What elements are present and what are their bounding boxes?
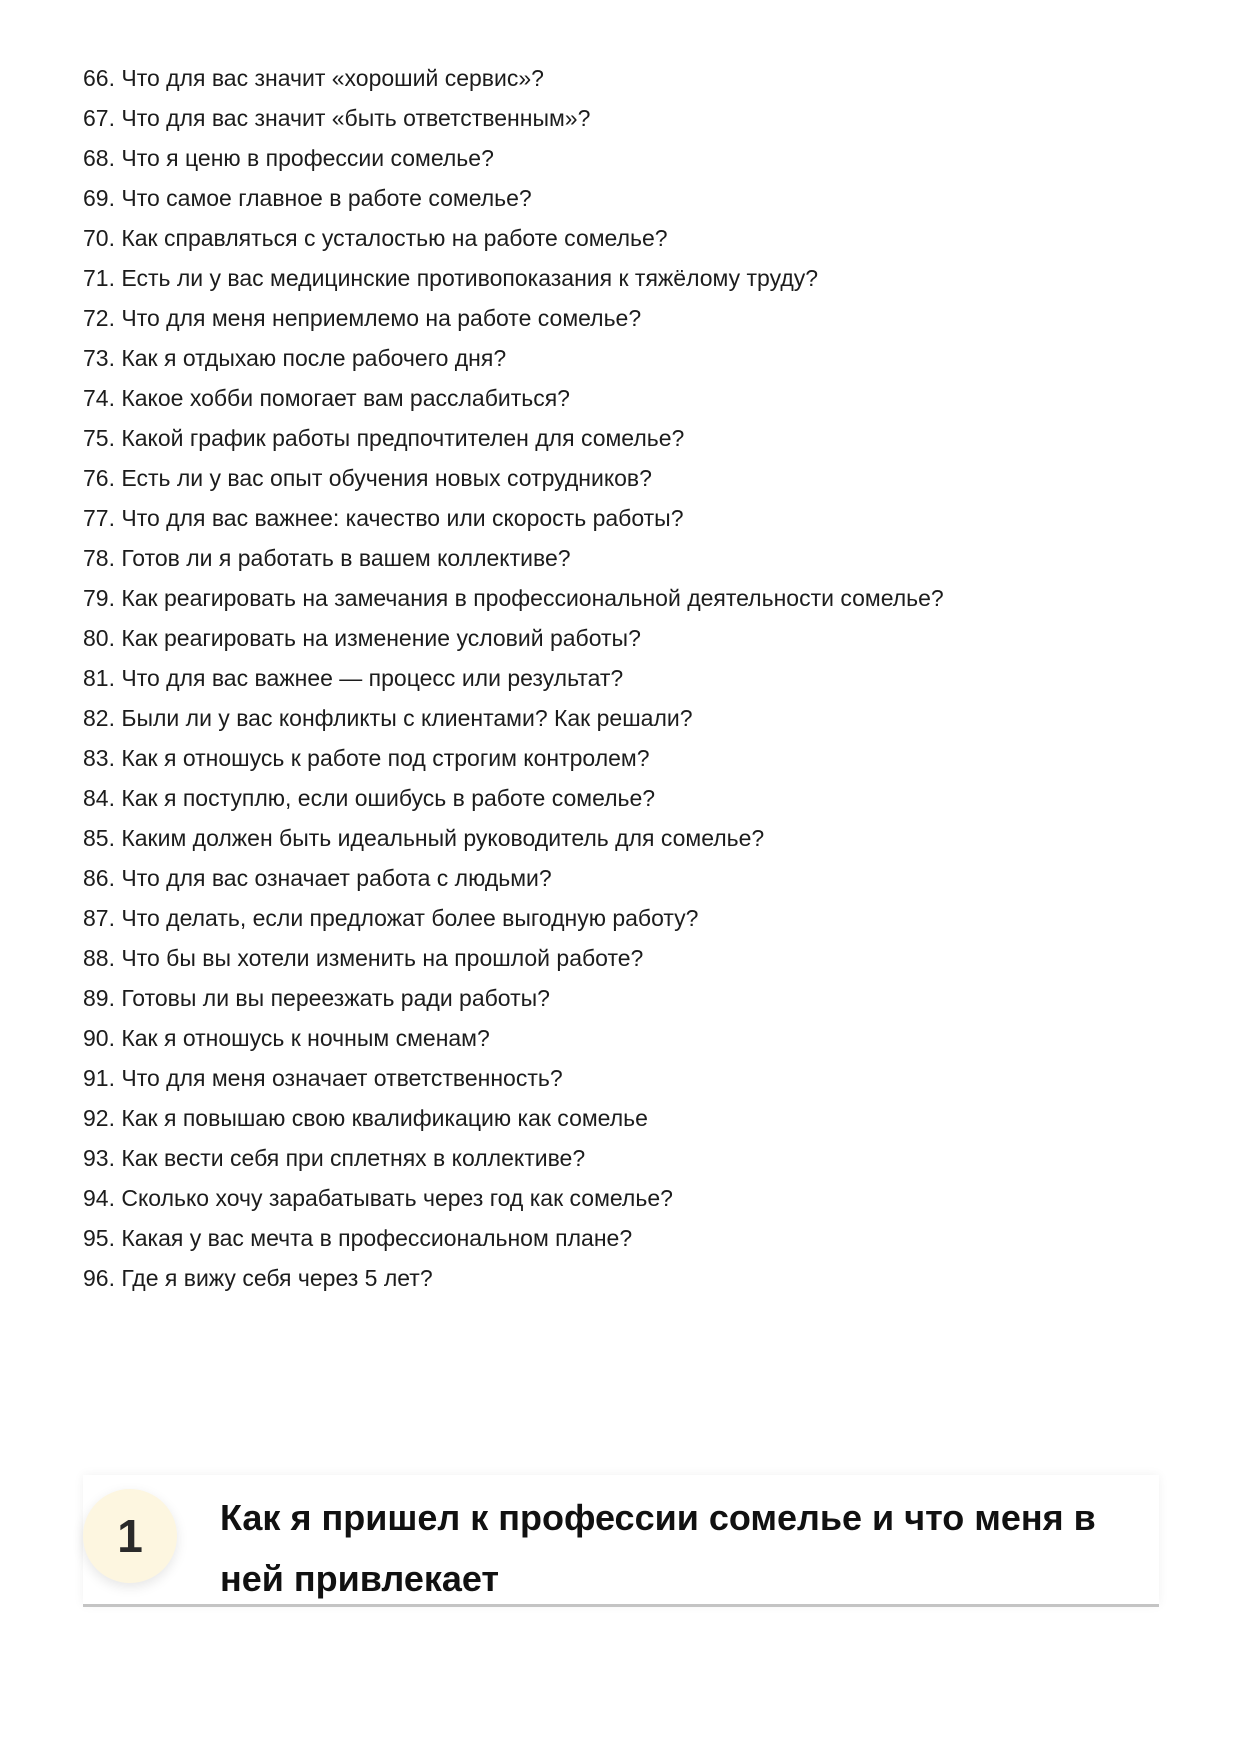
question-item: 75. Какой график работы предпочтителен для сомелье? xyxy=(83,425,685,451)
section-divider xyxy=(83,1604,1159,1607)
question-list xyxy=(83,58,944,1298)
question-item: 79. Как реагировать на замечания в профессиональной деятельности сомелье? xyxy=(83,585,944,611)
question-item: 66. Что для вас значит «хороший сервис»? xyxy=(83,65,544,91)
question-item: 67. Что для вас значит «быть ответственным»? xyxy=(83,105,591,131)
question-item: 74. Какое хобби помогает вам расслабиться? xyxy=(83,385,570,411)
question-item: 90. Как я отношусь к ночным сменам? xyxy=(83,1025,490,1051)
question-item: 94. Сколько хочу зарабатывать через год как сомелье? xyxy=(83,1185,673,1211)
section-number-badge: 1 xyxy=(83,1489,177,1583)
question-item: 93. Как вести себя при сплетнях в коллективе? xyxy=(83,1145,586,1171)
question-item: 83. Как я отношусь к работе под строгим контролем? xyxy=(83,745,650,771)
question-item: 96. Где я вижу себя через 5 лет? xyxy=(83,1265,433,1291)
question-item: 80. Как реагировать на изменение условий работы? xyxy=(83,625,641,651)
section-heading-block xyxy=(83,1475,1159,1605)
question-item: 68. Что я ценю в профессии сомелье? xyxy=(83,145,494,171)
section-title: Как я пришел к профессии сомелье и что меня в ней привлекает xyxy=(220,1497,1096,1599)
question-item: 95. Какая у вас мечта в профессиональном плане? xyxy=(83,1225,633,1251)
question-item: 88. Что бы вы хотели изменить на прошлой работе? xyxy=(83,945,644,971)
question-item: 84. Как я поступлю, если ошибусь в работе сомелье? xyxy=(83,785,656,811)
question-item: 85. Каким должен быть идеальный руководитель для сомелье? xyxy=(83,825,765,851)
question-item: 82. Были ли у вас конфликты с клиентами? Как решали? xyxy=(83,705,693,731)
question-item: 76. Есть ли у вас опыт обучения новых сотрудников? xyxy=(83,465,652,491)
question-item: 70. Как справляться с усталостью на работе сомелье? xyxy=(83,225,668,251)
question-item: 92. Как я повышаю свою квалификацию как сомелье xyxy=(83,1105,648,1131)
question-item: 89. Готовы ли вы переезжать ради работы? xyxy=(83,985,550,1011)
question-item: 72. Что для меня неприемлемо на работе сомелье? xyxy=(83,305,642,331)
question-item: 71. Есть ли у вас медицинские противопоказания к тяжёлому труду? xyxy=(83,265,819,291)
question-item: 77. Что для вас важнее: качество или скорость работы? xyxy=(83,505,684,531)
question-item: 86. Что для вас означает работа с людьми? xyxy=(83,865,552,891)
question-item: 87. Что делать, если предложат более выгодную работу? xyxy=(83,905,699,931)
question-item: 78. Готов ли я работать в вашем коллективе? xyxy=(83,545,571,571)
question-item: 91. Что для меня означает ответственность? xyxy=(83,1065,563,1091)
question-item: 73. Как я отдыхаю после рабочего дня? xyxy=(83,345,507,371)
question-item: 81. Что для вас важнее — процесс или результат? xyxy=(83,665,624,691)
question-item: 69. Что самое главное в работе сомелье? xyxy=(83,185,532,211)
